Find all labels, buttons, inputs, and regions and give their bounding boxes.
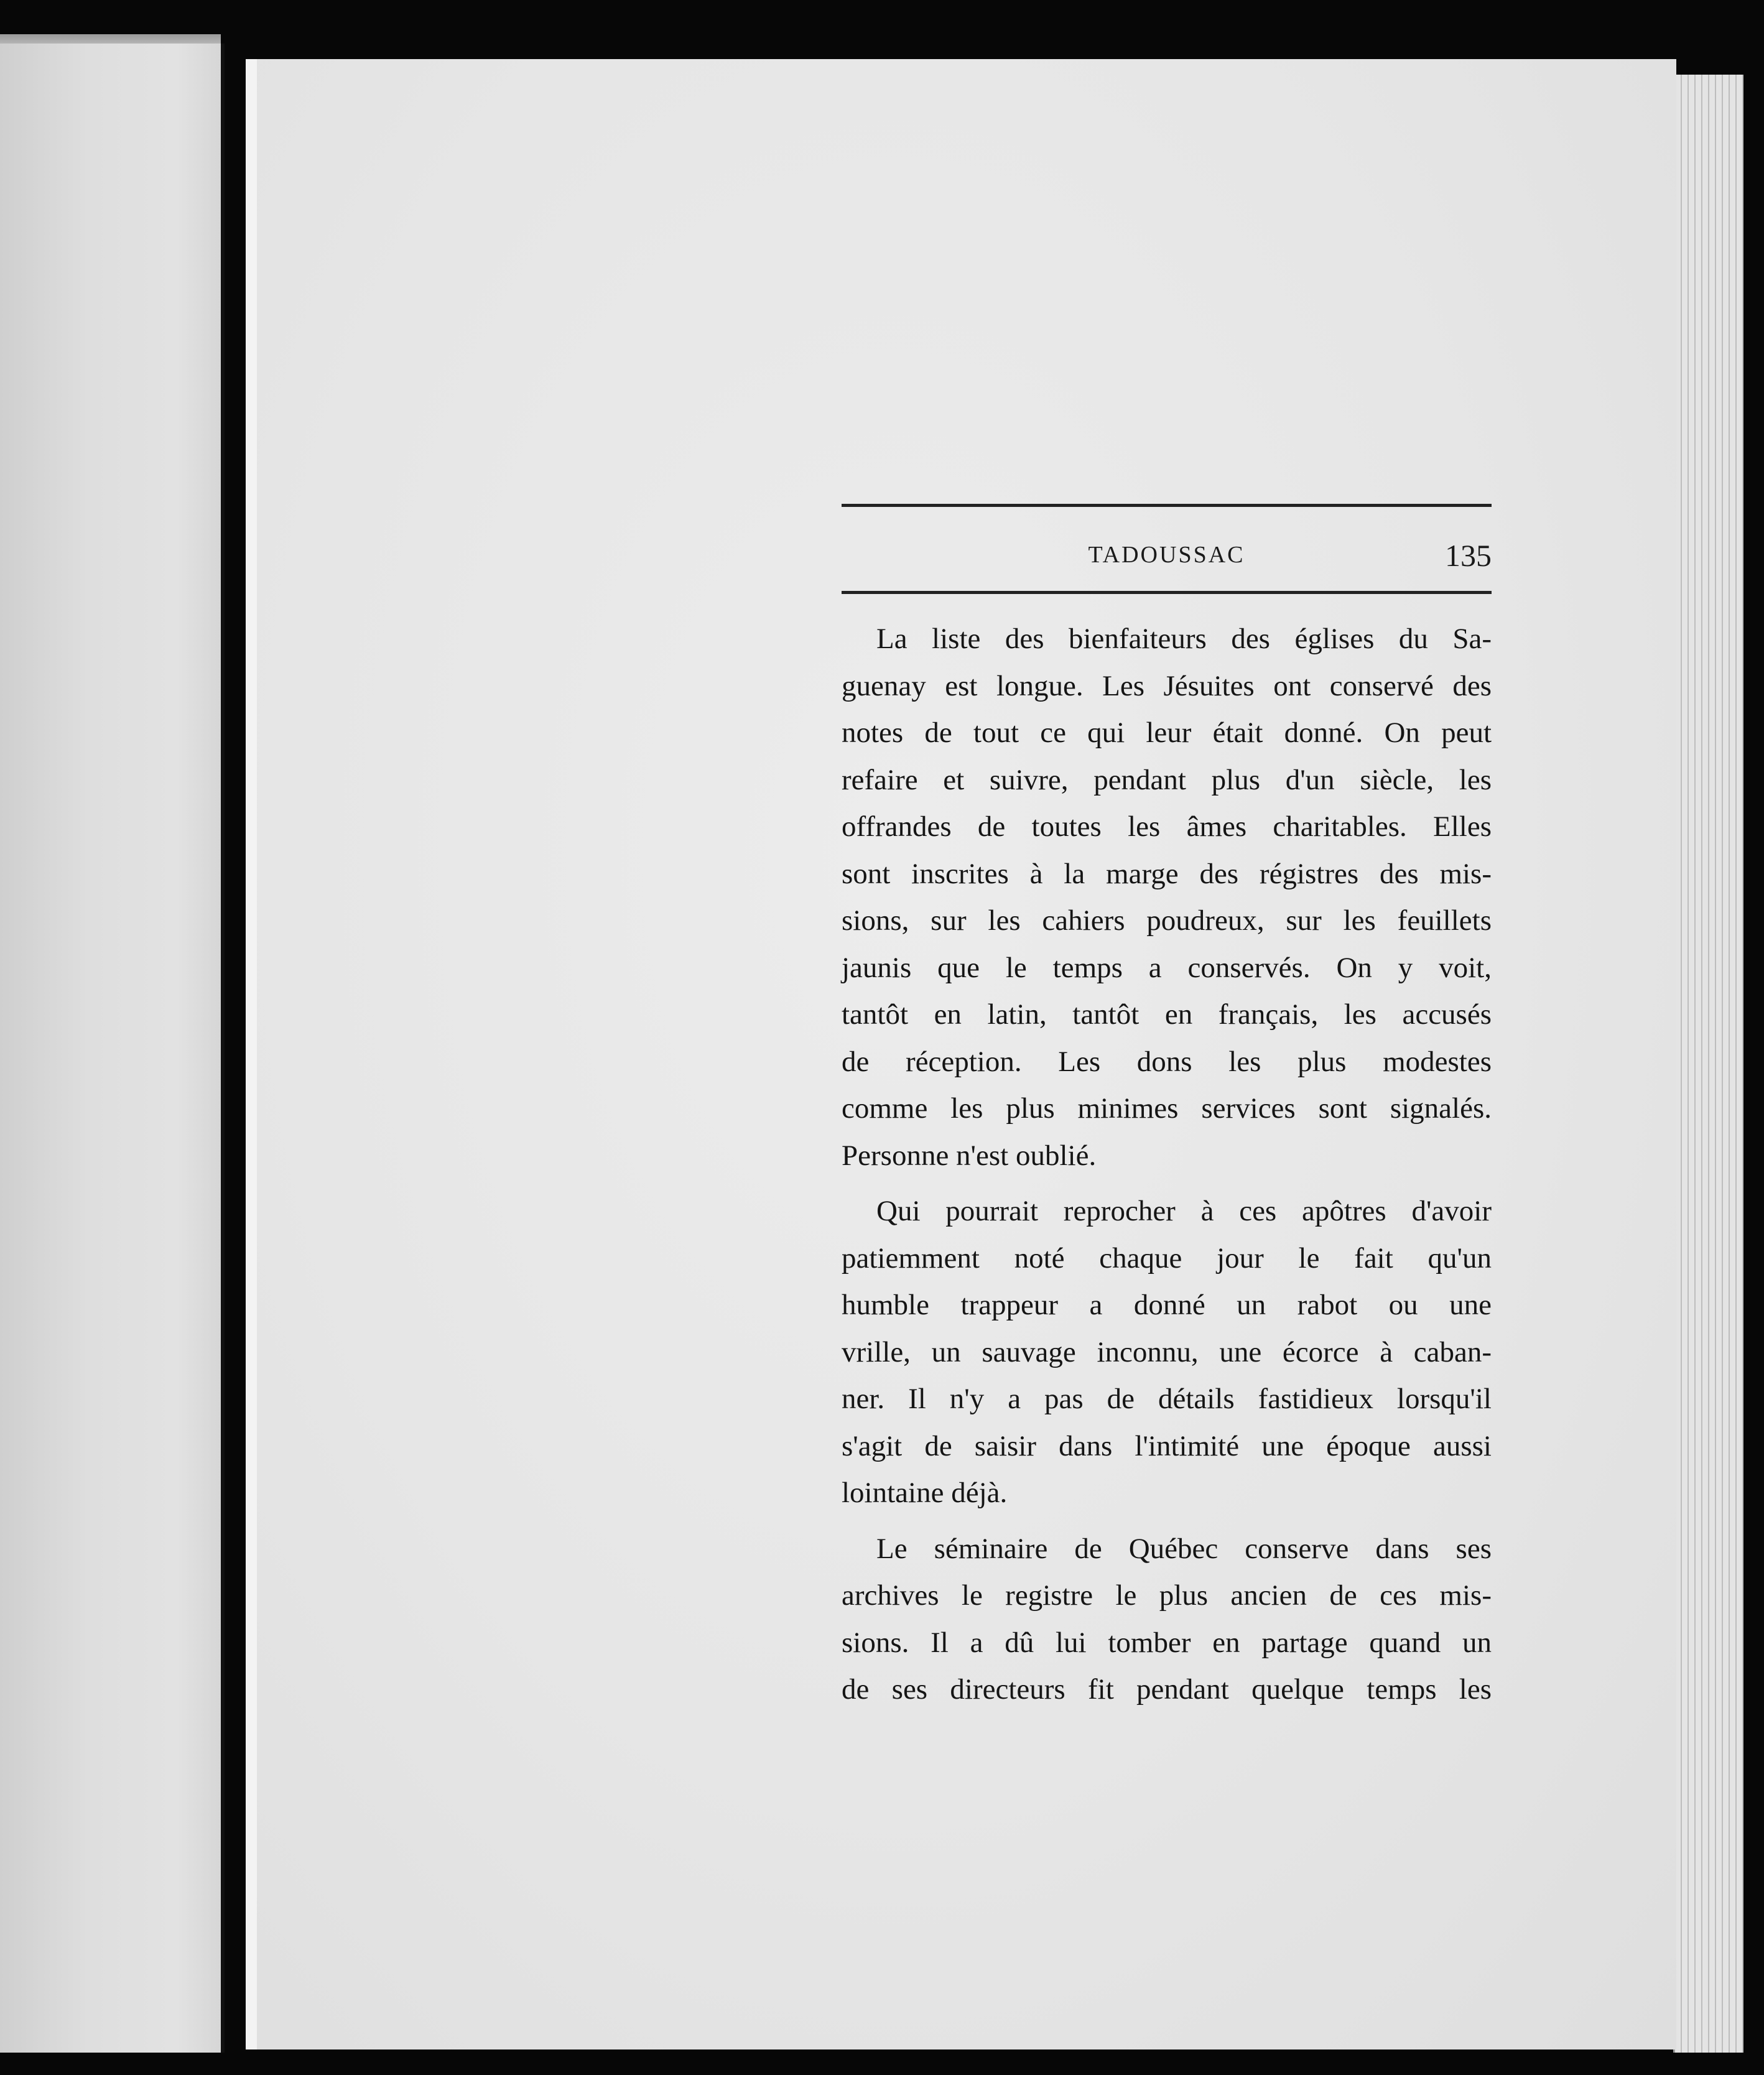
text-line: archives le registre le plus ancien de ces mis- [842, 1579, 1492, 1612]
page-stack-edge [1673, 75, 1743, 2053]
text-line: sions, sur les cahiers poudreux, sur les feuillets [842, 904, 1492, 937]
text-line: comme les plus minimes services sont signalés. [842, 1092, 1492, 1125]
text-line: Qui pourrait reprocher à ces apôtres d'avoir [876, 1195, 1492, 1227]
text-line: s'agit de saisir dans l'intimité une époque aussi [842, 1429, 1492, 1462]
page-number: 135 [1445, 538, 1492, 573]
text-line: de réception. Les dons les plus modestes [842, 1045, 1492, 1078]
text-line: refaire et suivre, pendant plus d'un siècle, les [842, 763, 1492, 796]
text-line: lointaine déjà. [842, 1477, 1008, 1509]
paragraph-1 [842, 616, 1492, 1179]
paragraph-3 [842, 1526, 1492, 1714]
text-line: jaunis que le temps a conservés. On y voit, [842, 951, 1492, 984]
text-line: guenay est longue. Les Jésuites ont conservé des [842, 669, 1492, 702]
text-line: tantôt en latin, tantôt en français, les accusés [842, 998, 1492, 1031]
text-line: humble trappeur a donné un rabot ou une [842, 1289, 1492, 1321]
text-line: ner. Il n'y a pas de détails fastidieux lorsqu'il [842, 1383, 1492, 1415]
text-line: vrille, un sauvage inconnu, une écorce à caban- [842, 1335, 1492, 1368]
book-page [246, 59, 1676, 2049]
text-line: notes de tout ce qui leur était donné. On peut [842, 717, 1492, 749]
paragraph-2 [842, 1188, 1492, 1517]
text-line: Le séminaire de Québec conserve dans ses [876, 1532, 1492, 1565]
text-line: La liste des bienfaiteurs des églises du Sa- [876, 623, 1492, 655]
text-line: patiemment noté chaque jour le fait qu'un [842, 1242, 1492, 1274]
text-line: offrandes de toutes les âmes charitables. Elles [842, 810, 1492, 843]
header-rule-bottom [842, 591, 1492, 594]
header-rule-top [842, 504, 1492, 507]
facing-page [0, 44, 225, 2053]
running-head [842, 538, 1492, 578]
body-text [842, 616, 1492, 1722]
text-line: sont inscrites à la marge des régistres des mis- [842, 857, 1492, 890]
text-line: de ses directeurs fit pendant quelque temps les [842, 1673, 1492, 1706]
text-line: Personne n'est oublié. [842, 1139, 1097, 1172]
running-title: TADOUSSAC [1088, 542, 1245, 568]
text-line: sions. Il a dû lui tomber en partage quand un [842, 1626, 1492, 1659]
